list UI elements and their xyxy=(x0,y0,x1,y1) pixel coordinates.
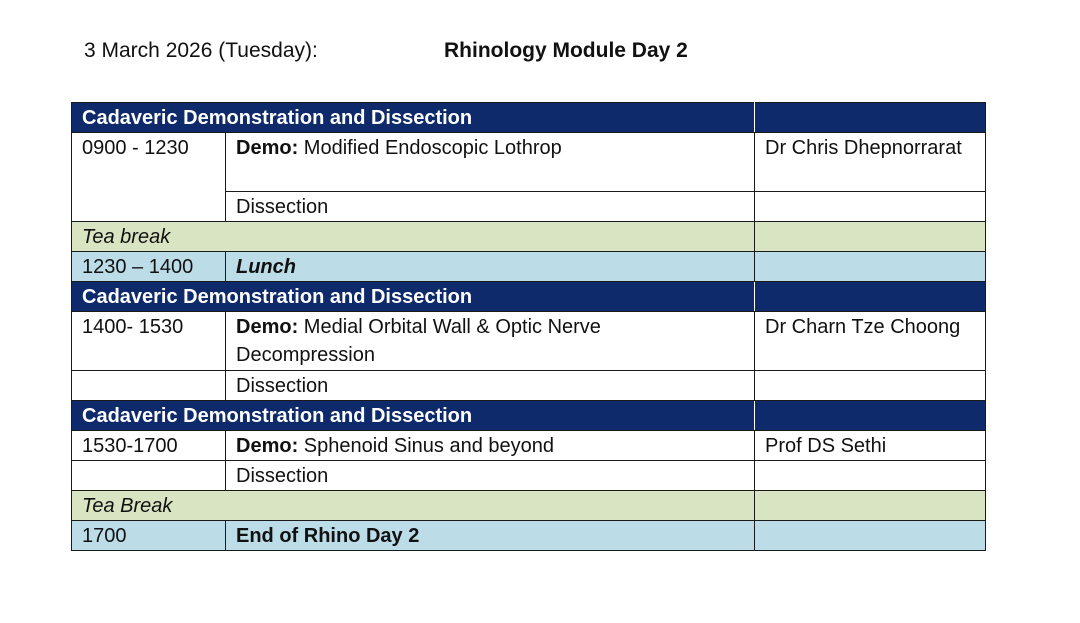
demo-topic: Modified Endoscopic Lothrop xyxy=(303,137,562,159)
section-header-row xyxy=(72,401,986,431)
demo-label: Demo: xyxy=(236,316,299,338)
time-cell: 1700 xyxy=(72,521,226,551)
demo-topic: Medial Orbital Wall & Optic Nerve Decompression xyxy=(236,316,601,366)
speaker-cell: Prof DS Sethi xyxy=(755,431,986,461)
schedule-table xyxy=(71,102,986,551)
tea-break-row xyxy=(72,491,986,521)
time-cell: 1530-1700 xyxy=(72,431,226,461)
empty-cell xyxy=(755,461,986,491)
tea-break-label: Tea break xyxy=(72,222,755,252)
end-label: End of Rhino Day 2 xyxy=(226,521,755,551)
table-row xyxy=(72,461,986,491)
table-row xyxy=(72,431,986,461)
demo-label: Demo: xyxy=(236,137,299,159)
demo-cell xyxy=(226,312,755,371)
dissection-cell: Dissection xyxy=(226,192,755,222)
page-heading xyxy=(84,36,1080,66)
empty-cell xyxy=(755,222,986,252)
section-title: Cadaveric Demonstration and Dissection xyxy=(72,282,755,312)
empty-cell xyxy=(755,521,986,551)
empty-cell xyxy=(755,491,986,521)
time-cell: 1230 – 1400 xyxy=(72,252,226,282)
tea-break-row xyxy=(72,222,986,252)
empty-cell xyxy=(755,252,986,282)
time-cell: 1400- 1530 xyxy=(72,312,226,371)
table-row xyxy=(72,312,986,371)
section-header-empty-cell xyxy=(755,282,986,312)
empty-cell xyxy=(72,371,226,401)
page-title: Rhinology Module Day 2 xyxy=(444,39,688,62)
table-row xyxy=(72,133,986,192)
empty-cell xyxy=(755,192,986,222)
end-row xyxy=(72,521,986,551)
speaker-cell: Dr Charn Tze Choong xyxy=(755,312,986,371)
time-cell: 0900 - 1230 xyxy=(72,133,226,222)
demo-cell xyxy=(226,133,755,192)
empty-cell xyxy=(755,371,986,401)
speaker-cell: Dr Chris Dhepnorrarat xyxy=(755,133,986,192)
dissection-cell: Dissection xyxy=(226,371,755,401)
table-row xyxy=(72,371,986,401)
demo-label: Demo: xyxy=(236,435,299,457)
demo-cell xyxy=(226,431,755,461)
empty-cell xyxy=(72,461,226,491)
section-header-row xyxy=(72,103,986,133)
schedule-date: 3 March 2026 (Tuesday): xyxy=(84,39,318,62)
tea-break-label: Tea Break xyxy=(72,491,755,521)
section-header-row xyxy=(72,282,986,312)
section-header-empty-cell xyxy=(755,103,986,133)
section-header-empty-cell xyxy=(755,401,986,431)
lunch-label: Lunch xyxy=(226,252,755,282)
lunch-row xyxy=(72,252,986,282)
dissection-cell: Dissection xyxy=(226,461,755,491)
demo-topic: Sphenoid Sinus and beyond xyxy=(303,435,555,457)
section-title: Cadaveric Demonstration and Dissection xyxy=(72,103,755,133)
section-title: Cadaveric Demonstration and Dissection xyxy=(72,401,755,431)
